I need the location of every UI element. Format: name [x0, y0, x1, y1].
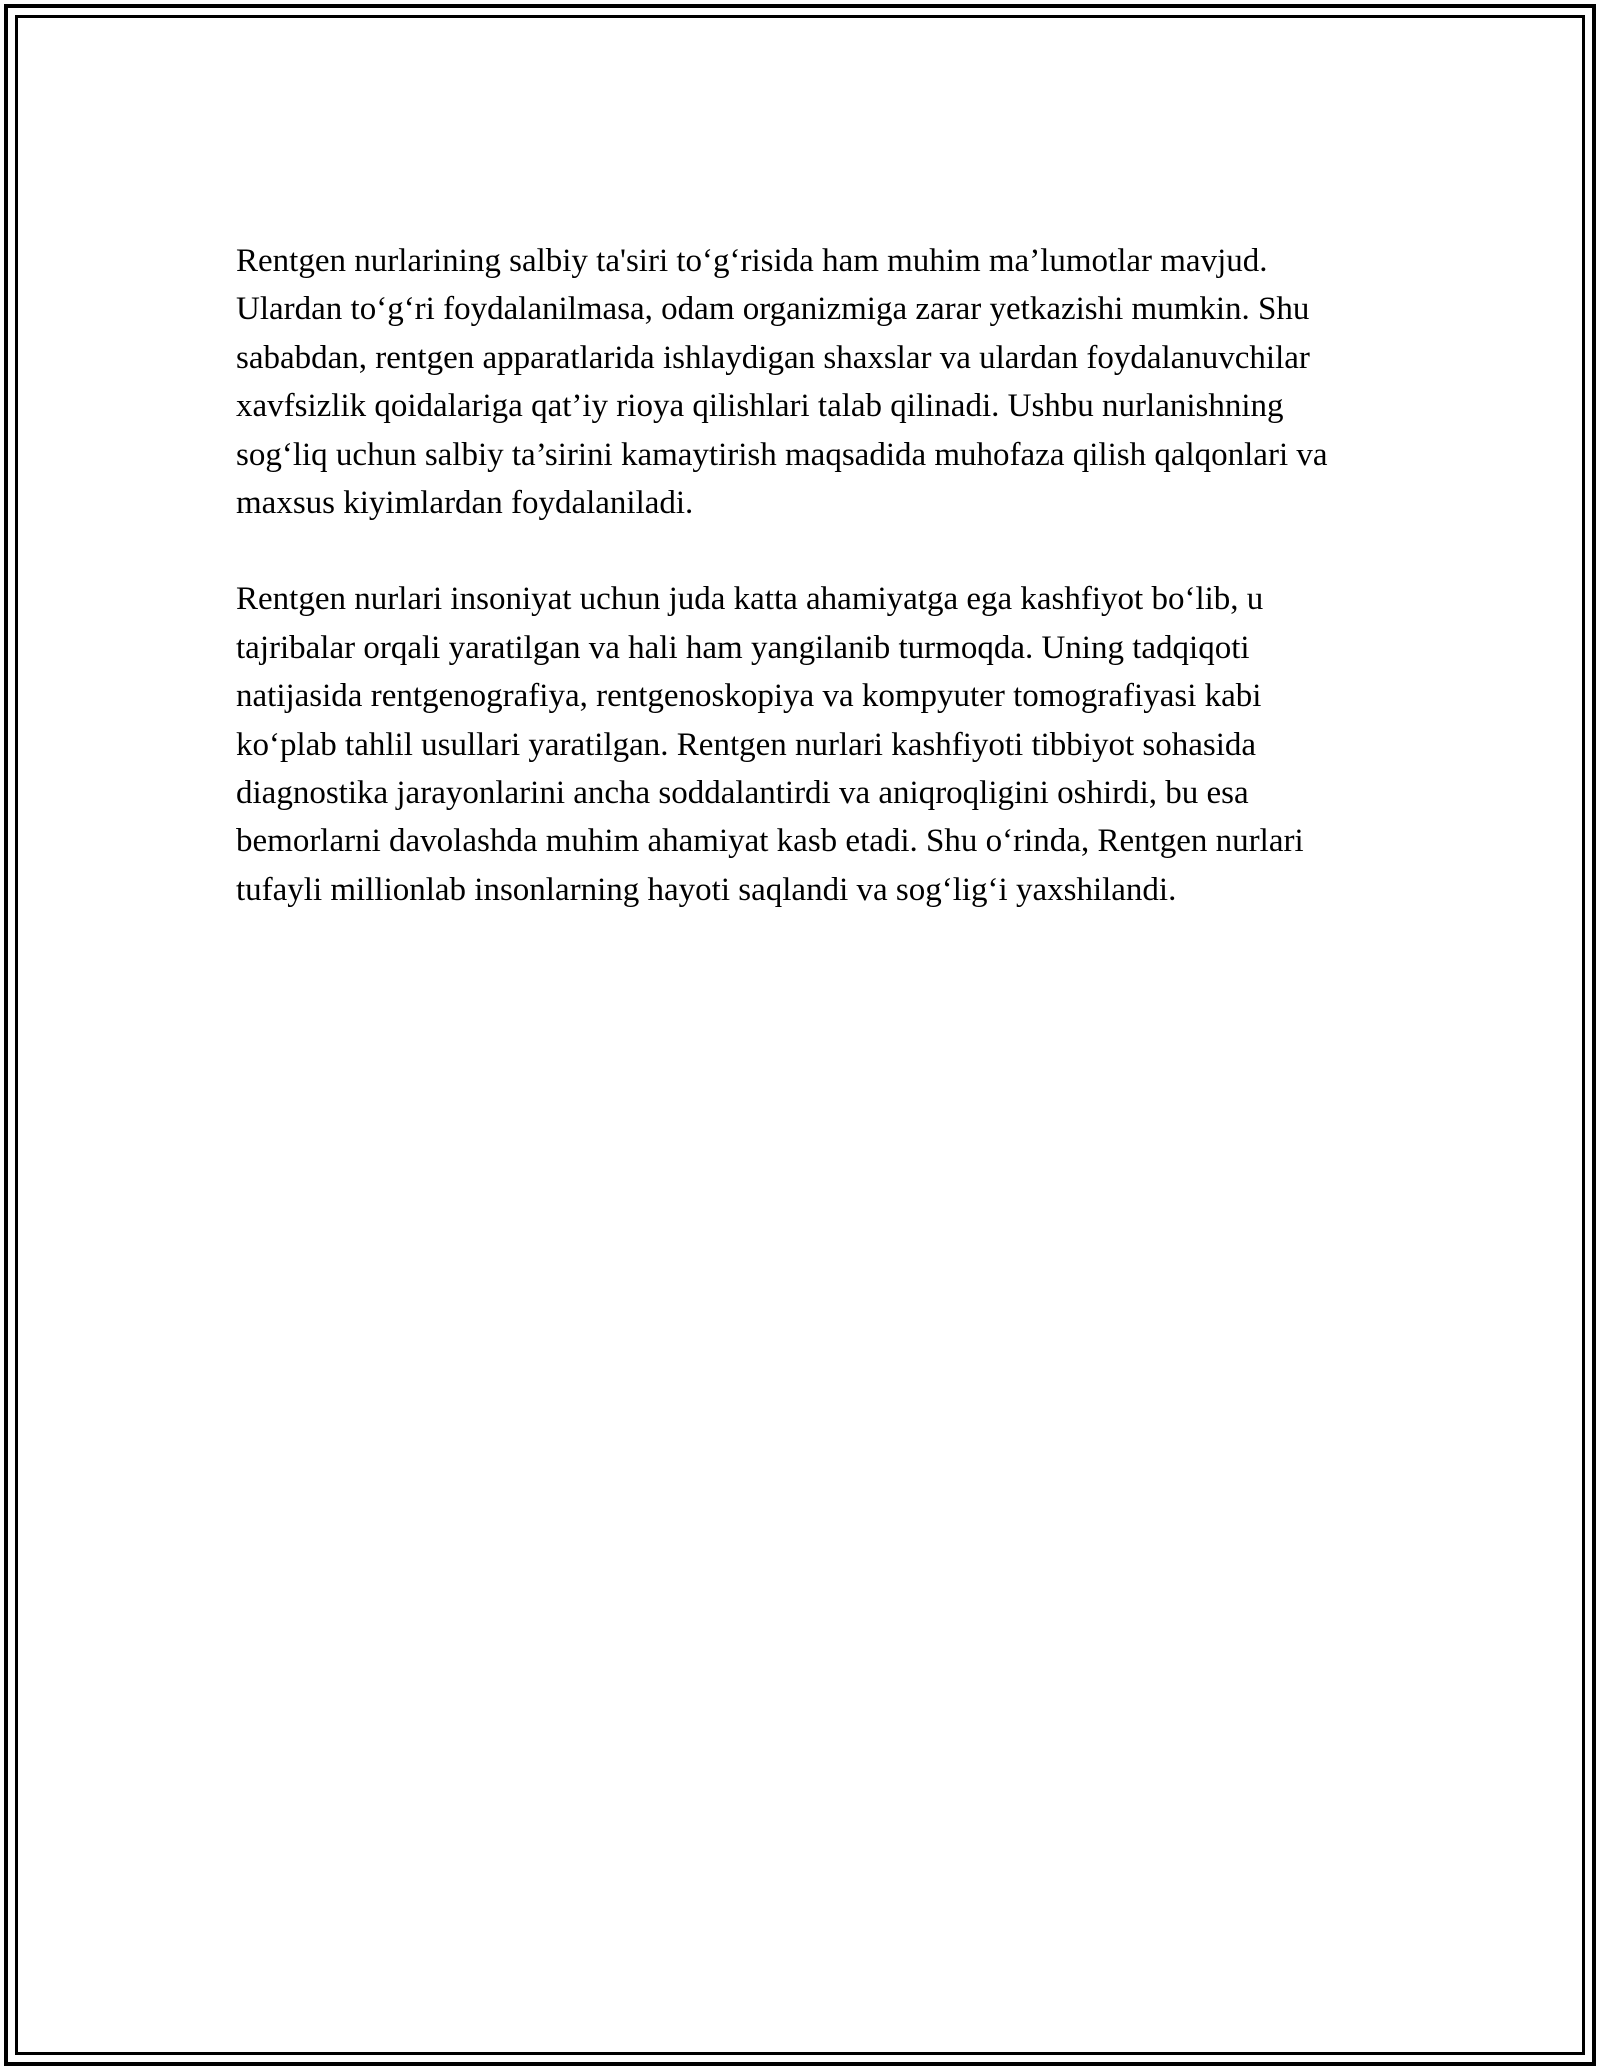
document-body	[236, 237, 1366, 962]
paragraph-harmful-effects: Rentgen nurlarining salbiy ta'siri to‘g‘risida ham muhim ma’lumotlar mavjud. Ulardan to‘g‘ri foydalanilmasa, odam organizmiga zarar yetkazishi mumkin. Shu sababdan, rentgen apparatlarida ishlaydigan shaxslar va ulardan foydalanuvchilar xavfsizlik qoidalariga qat’iy rioya qilishlari talab qilinadi. Ushbu nurlanishning sog‘liq uchun salbiy ta’sirini kamaytirish maqsadida muhofaza qilish qalqonlari va maxsus kiyimlardan foydalaniladi.	[236, 243, 1328, 522]
paragraph-discovery-importance: Rentgen nurlari insoniyat uchun juda katta ahamiyatga ega kashfiyot bo‘lib, u tajribalar orqali yaratilgan va hali ham yangilanib turmoqda. Uning tadqiqoti natijasida rentgenografiya, rentgenoskopiya va kompyuter tomografiyasi kabi ko‘plab tahlil usullari yaratilgan. Rentgen nurlari kashfiyoti tibbiyot sohasida diagnostika jarayonlarini ancha soddalantirdi va aniqroqligini oshirdi, bu esa bemorlarni davolashda muhim ahamiyat kasb etadi. Shu o‘rinda, Rentgen nurlari tufayli millionlab insonlarning hayoti saqlandi va sog‘lig‘i yaxshilandi.	[236, 581, 1304, 908]
